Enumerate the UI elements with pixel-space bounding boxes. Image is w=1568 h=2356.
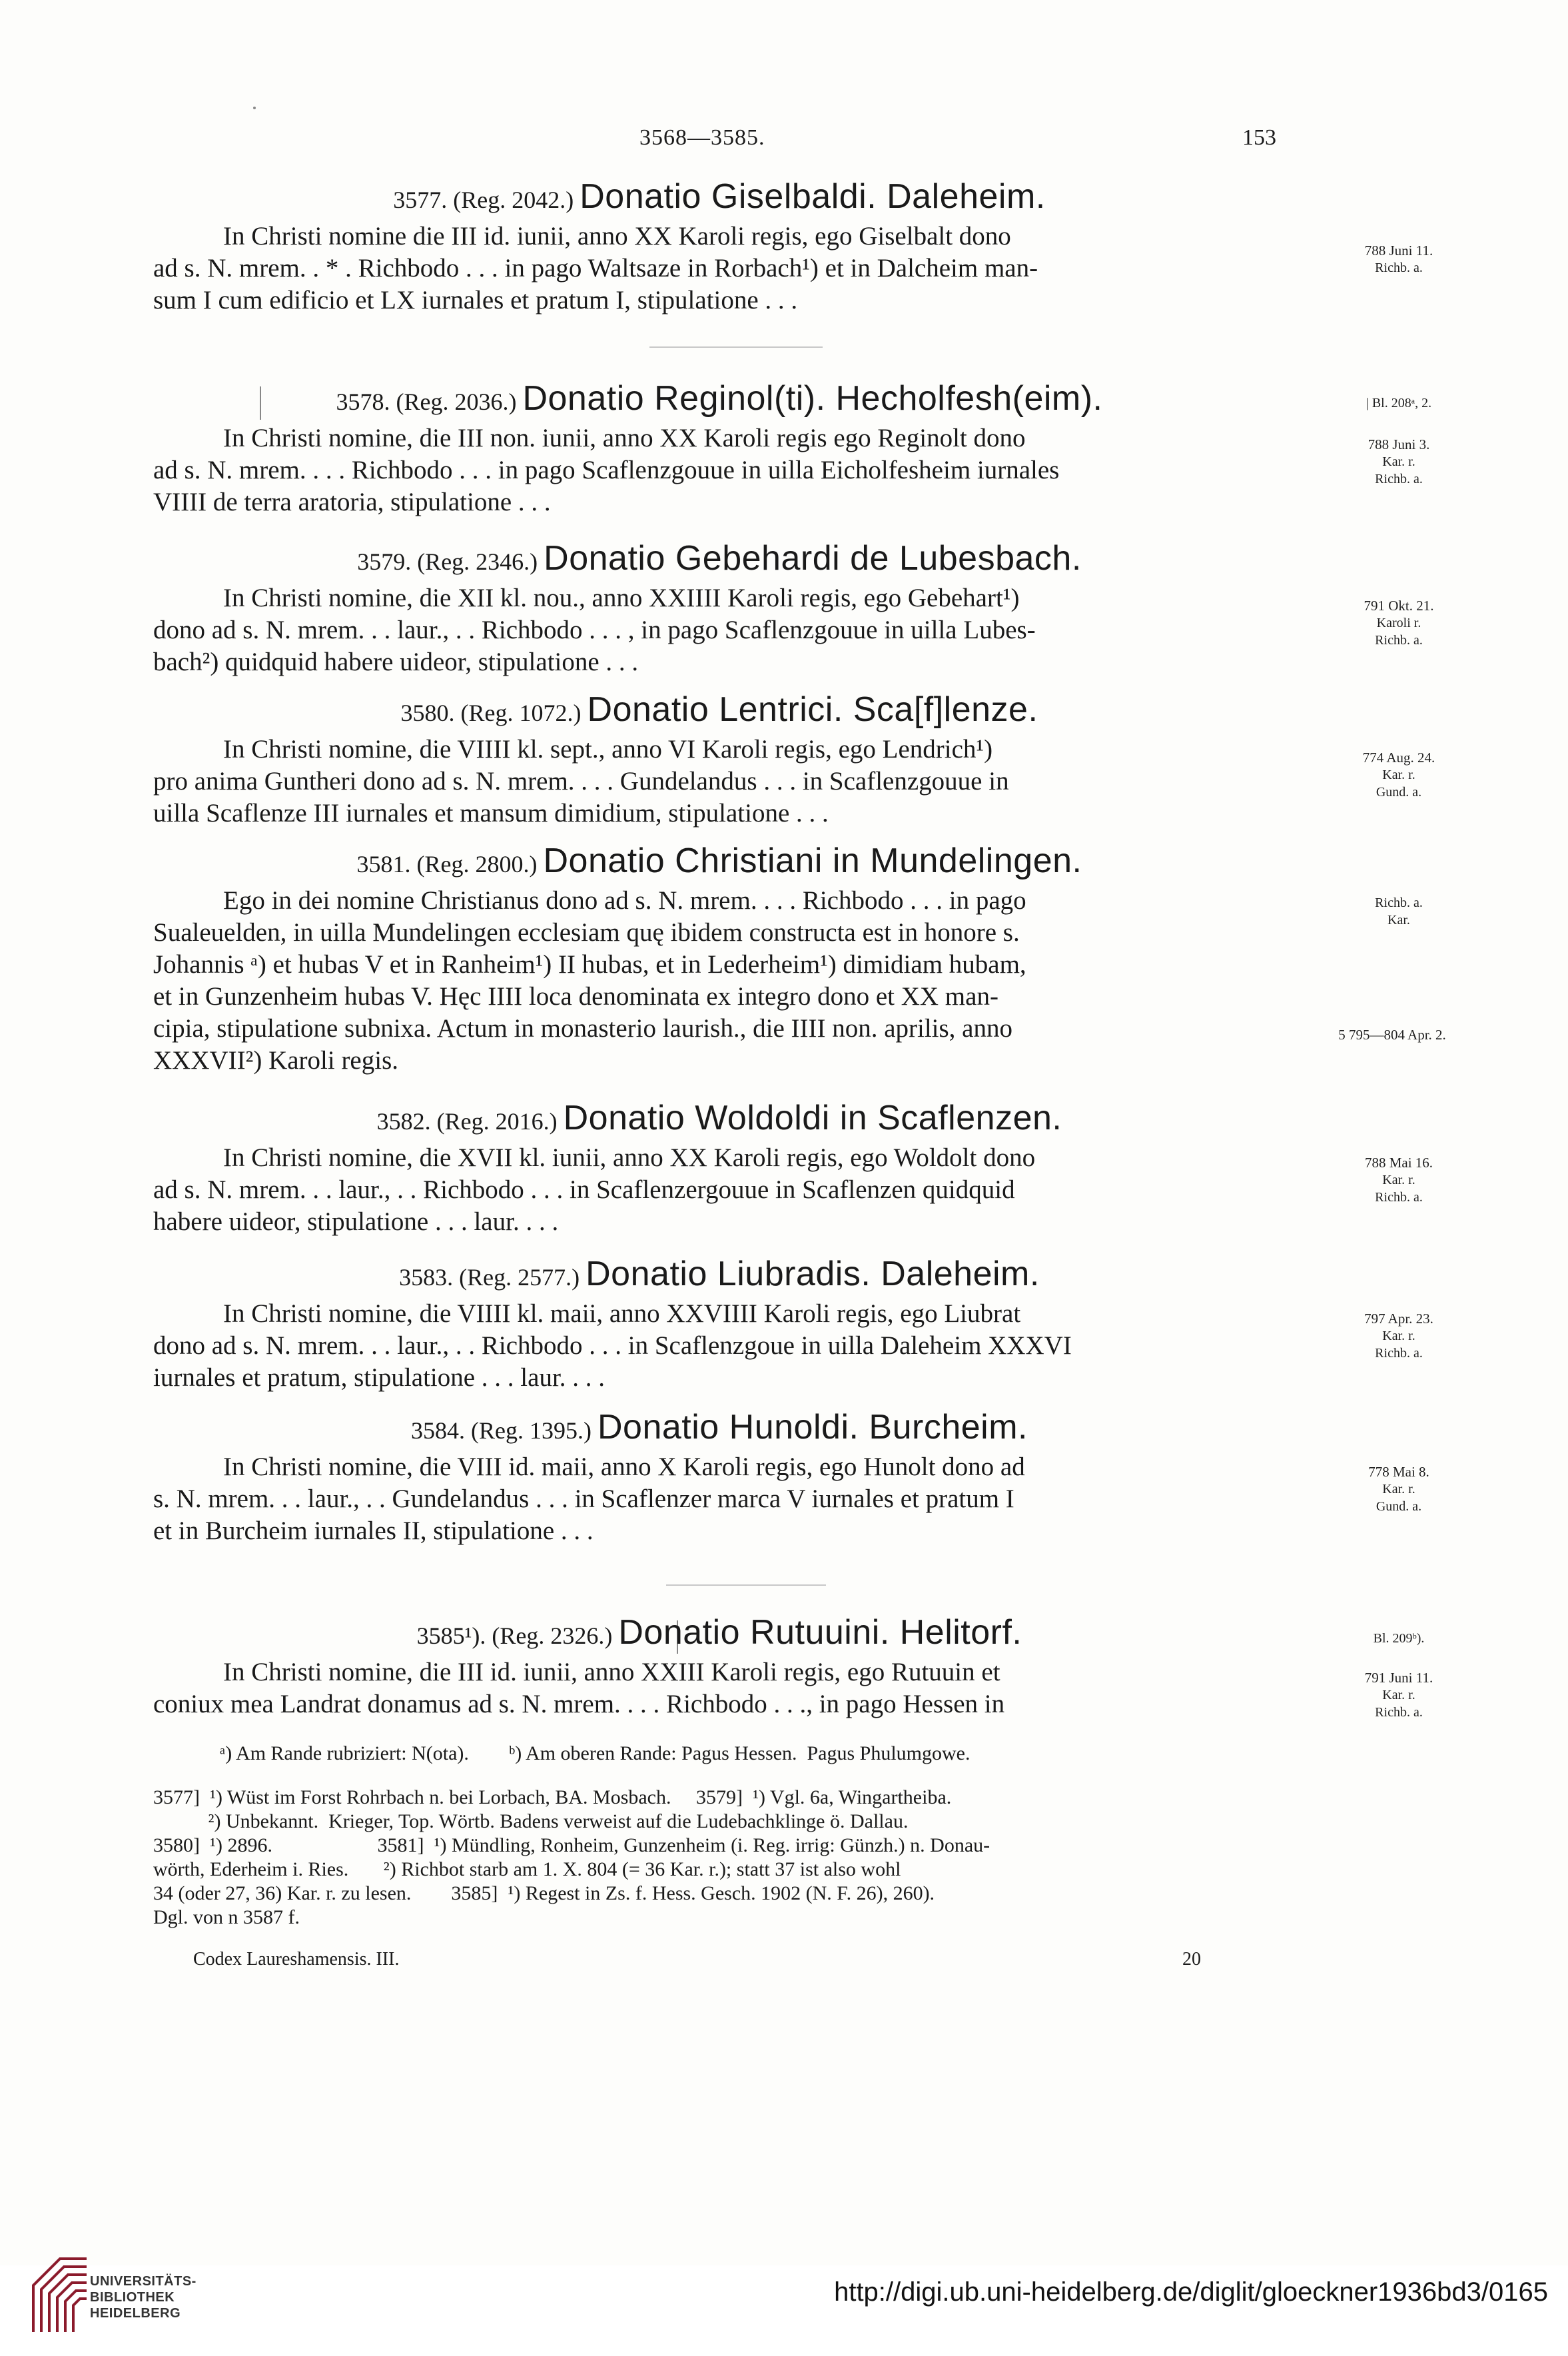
permalink[interactable]: http://digi.ub.uni-heidelberg.de/diglit/gloeckner1936bd3/0165 [834, 2277, 1548, 2307]
running-head [0, 119, 1568, 159]
entry-heading [153, 378, 1286, 418]
margin-date: 788 Mai 16. [1364, 1155, 1433, 1171]
library-line: BIBLIOTHEK [90, 2290, 175, 2305]
margin-date: 774 Aug. 24. [1362, 750, 1435, 766]
margin-date: 778 Mai 8. [1368, 1464, 1429, 1480]
margin-ref: Karoli r. [1376, 616, 1421, 630]
margin-date: 797 Apr. 23. [1364, 1311, 1433, 1327]
text-line: XXXVII²) Karoli regis. [153, 1046, 399, 1075]
entry-title: Donatio Rutuuini. Helitorf. [618, 1613, 1022, 1652]
note-line: ²) Unbekannt. Krieger, Top. Wörtb. Badens verweist auf die Ludebachklinge ö. Dallau. [153, 1810, 909, 1832]
margin-date: 791 Okt. 21. [1364, 598, 1434, 614]
entry-title: Donatio Reginol(ti). Hecholfesh(eim). [522, 379, 1103, 418]
entry-number: 3584. [411, 1417, 466, 1444]
margin-note [1326, 749, 1472, 801]
series-text: Codex Laureshamensis. III. [193, 1949, 400, 1970]
margin-date: 788 Juni 3. [1368, 436, 1430, 452]
charter-entry [153, 378, 1286, 518]
note-line: Dgl. von n 3587 f. [153, 1906, 300, 1928]
entry-text [153, 1298, 1286, 1394]
text-line: In Christi nomine, die VIII id. maii, anno X Karoli regis, ego Hunolt dono ad [223, 1453, 1025, 1481]
entry-text [153, 422, 1286, 518]
text-line: s. N. mrem. . . laur., . . Gundelandus . . . in Scaflenzer marca V iurnales et pratum I [153, 1484, 1014, 1513]
text-line: coniux mea Landrat donamus ad s. N. mrem. . . . Richbodo . . ., in pago Hessen in [153, 1690, 1005, 1718]
margin-date: 791 Juni 11. [1364, 1670, 1433, 1686]
entry-text [153, 734, 1286, 830]
text-line: et in Gunzenheim hubas V. Hęc IIII loca denominata ex integro dono et XX man- [153, 982, 998, 1011]
section-divider [666, 1584, 826, 1586]
margin-note [1326, 894, 1472, 929]
entry-number: 3577. [393, 187, 448, 213]
entry-text [153, 1656, 1286, 1720]
margin-ref: Richb. a. [1375, 1346, 1423, 1361]
entry-text [153, 1142, 1286, 1238]
entry-title: Donatio Liubradis. Daleheim. [586, 1255, 1040, 1293]
apparatus-footnotes [220, 1742, 1352, 1765]
margin-note [1326, 242, 1472, 277]
entry-heading [153, 1612, 1286, 1652]
text-line: In Christi nomine, die VIIII kl. sept., anno VI Karoli regis, ego Lendrich¹) [223, 735, 993, 764]
margin-folio [1326, 394, 1472, 412]
margin-ref: Richb. a. [1375, 1705, 1423, 1720]
margin-date: 788 Juni 11. [1364, 243, 1433, 259]
entry-regest: (Reg. 2577.) [459, 1264, 580, 1291]
text-line: In Christi nomine, die XVII kl. iunii, anno XX Karoli regis, ego Woldolt dono [223, 1143, 1036, 1172]
margin-note [1326, 597, 1472, 649]
note-line: wörth, Ederheim i. Ries. ²) Richbot starb am 1. X. 804 (= 36 Kar. r.); statt 37 ist also wohl [153, 1858, 901, 1880]
entry-number: 3578. [336, 388, 390, 415]
entry-number: 3581. [356, 851, 411, 878]
text-line: In Christi nomine, die III id. iunii, anno XXIII Karoli regis, ego Rutuuin et [223, 1658, 1000, 1686]
charter-entry [153, 1612, 1286, 1720]
entry-heading [153, 690, 1286, 730]
entry-number: 3585¹). [416, 1622, 486, 1649]
text-line: In Christi nomine, die XII kl. nou., anno XXIIII Karoli regis, ego Gebehart¹) [223, 584, 1020, 612]
margin-ref: Kar. [1387, 913, 1410, 927]
entry-regest: (Reg. 2042.) [453, 187, 574, 213]
entry-text [153, 1451, 1286, 1547]
apparatus-text: ᵃ) Am Rande rubriziert: N(ota). ᵇ) Am oberen Rande: Pagus Hessen. Pagus Phulumgowe. [220, 1742, 971, 1764]
entry-regest: (Reg. 2036.) [396, 388, 517, 415]
note-line: 34 (oder 27, 36) Kar. r. zu lesen. 3585] ¹) Regest in Zs. f. Hess. Gesch. 1902 (N. F. 26), 260). [153, 1882, 935, 1904]
text-line: VIIII de terra aratoria, stipulatione . . . [153, 488, 551, 516]
margin-ref: Richb. a. [1375, 261, 1423, 275]
margin-date-note [1292, 1026, 1492, 1044]
series-title [193, 1949, 399, 1970]
charter-entry [153, 690, 1286, 830]
margin-ref: Richb. a. [1375, 472, 1423, 486]
entry-regest: (Reg. 1395.) [471, 1417, 591, 1444]
sheet-signature [1182, 1949, 1201, 1970]
margin-ref: Richb. a. [1375, 1190, 1423, 1205]
text-line: ad s. N. mrem. . . . Richbodo . . . in pago Scaflenzgouue in uilla Eicholfesheim iurnales [153, 456, 1060, 484]
scan-speck [253, 107, 256, 109]
entry-heading [153, 1098, 1286, 1138]
margin-folio-ref: | Bl. 208ᵃ, 2. [1366, 396, 1432, 410]
entry-regest: (Reg. 2800.) [416, 851, 538, 878]
entry-regest: (Reg. 2016.) [436, 1108, 558, 1135]
text-line: dono ad s. N. mrem. . . laur., . . Richbodo . . . , in pago Scaflenzgouue in uilla Lubes- [153, 616, 1036, 644]
margin-ref: Gund. a. [1375, 785, 1422, 800]
sheet-number: 20 [1182, 1949, 1201, 1970]
library-name [90, 2273, 196, 2321]
text-line: In Christi nomine, die III non. iunii, anno XX Karoli regis ego Reginolt dono [223, 424, 1026, 452]
entry-number: 3579. [357, 548, 412, 575]
text-line: et in Burcheim iurnales II, stipulatione . . . [153, 1516, 593, 1545]
margin-note [1326, 1669, 1472, 1721]
library-line: HEIDELBERG [90, 2306, 181, 2321]
charter-entry [153, 1407, 1286, 1547]
charter-entry [153, 841, 1286, 1077]
text-line: Sualeuelden, in uilla Mundelingen ecclesiam quę ibidem constructa est in honore s. [153, 918, 1020, 947]
entry-text [153, 221, 1286, 316]
entry-heading [153, 177, 1286, 217]
margin-note [1326, 1463, 1472, 1515]
entry-regest: (Reg. 2346.) [417, 548, 538, 575]
commentary-notes [153, 1786, 1312, 1930]
margin-folio-ref: Bl. 209ᵇ). [1373, 1631, 1425, 1646]
text-line: habere uideor, stipulatione . . . laur. . . . [153, 1207, 559, 1236]
entry-title: Donatio Christiani in Mundelingen. [543, 842, 1082, 880]
text-line: cipia, stipulatione subnixa. Actum in monasterio laurish., die IIII non. aprilis, anno [153, 1014, 1012, 1043]
entry-heading [153, 841, 1286, 881]
entry-title: Donatio Giselbaldi. Daleheim. [580, 177, 1046, 216]
library-line: UNIVERSITÄTS- [90, 2274, 196, 2289]
margin-ref: Richb. a. [1375, 895, 1423, 910]
margin-ref: Gund. a. [1375, 1499, 1422, 1514]
charter-entry [153, 1254, 1286, 1394]
charter-entry [153, 538, 1286, 678]
entry-regest: (Reg. 2326.) [492, 1622, 613, 1649]
entry-heading [153, 1254, 1286, 1294]
margin-ref: Kar. r. [1382, 1482, 1415, 1496]
text-line: bach²) quidquid habere uideor, stipulatione . . . [153, 648, 639, 676]
margin-note [1326, 1154, 1472, 1206]
text-line: dono ad s. N. mrem. . . laur., . . Richbodo . . . in Scaflenzgoue in uilla Daleheim XXXVI [153, 1331, 1072, 1360]
entry-heading [153, 538, 1286, 578]
margin-ref: Kar. r. [1382, 1688, 1415, 1702]
text-line: Ego in dei nomine Christianus dono ad s. N. mrem. . . . Richbodo . . . in pago [223, 886, 1026, 915]
margin-ref: Kar. r. [1382, 454, 1415, 469]
text-line: In Christi nomine die III id. iunii, anno XX Karoli regis, ego Giselbalt dono [223, 222, 1011, 251]
margin-ref: Kar. r. [1382, 1329, 1415, 1343]
entry-number: 3582. [376, 1108, 431, 1135]
page-range: 3568—3585. [639, 125, 765, 150]
text-line: iurnales et pratum, stipulatione . . . laur. . . . [153, 1363, 605, 1392]
section-divider [649, 346, 823, 348]
entry-title: Donatio Woldoldi in Scaflenzen. [563, 1099, 1062, 1137]
entry-title: Donatio Lentrici. Sca[f]lenze. [587, 690, 1038, 729]
margin-ref: Richb. a. [1375, 633, 1423, 648]
text-line: sum I cum edificio et LX iurnales et pratum I, stipulatione . . . [153, 286, 798, 314]
page-number: 153 [1242, 125, 1276, 150]
entry-text [153, 582, 1286, 678]
text-line: uilla Scaflenze III iurnales et mansum dimidium, stipulatione . . . [153, 799, 829, 828]
margin-date: 5 795—804 Apr. 2. [1338, 1027, 1446, 1043]
entry-title: Donatio Gebehardi de Lubesbach. [544, 539, 1082, 578]
charter-entry [153, 177, 1286, 316]
margin-note [1326, 1310, 1472, 1362]
text-line: Johannis ᵃ) et hubas V et in Ranheim¹) II hubas, et in Lederheim¹) dimidiam hubam, [153, 950, 1026, 979]
entry-title: Donatio Hunoldi. Burcheim. [597, 1408, 1028, 1447]
entry-number: 3583. [399, 1264, 454, 1291]
entry-number: 3580. [400, 700, 455, 726]
note-line: 3577] ¹) Wüst im Forst Rohrbach n. bei Lorbach, BA. Mosbach. 3579] ¹) Vgl. 6a, Wingartheiba. [153, 1786, 952, 1808]
margin-note [1326, 436, 1472, 488]
entry-heading [153, 1407, 1286, 1447]
margin-ref: Kar. r. [1382, 1173, 1415, 1187]
text-line: ad s. N. mrem. . * . Richbodo . . . in pago Waltsaze in Rorbach¹) et in Dalcheim man- [153, 254, 1038, 283]
text-line: In Christi nomine, die VIIII kl. maii, anno XXVIIII Karoli regis, ego Liubrat [223, 1299, 1021, 1328]
margin-folio [1326, 1630, 1472, 1647]
charter-entry [153, 1098, 1286, 1238]
note-line: 3580] ¹) 2896. 3581] ¹) Mündling, Ronheim, Gunzenheim (i. Reg. irrig: Günzh.) n. Donau- [153, 1834, 990, 1856]
entry-regest: (Reg. 1072.) [460, 700, 582, 726]
text-line: ad s. N. mrem. . . laur., . . Richbodo . . . in Scaflenzergouue in Scaflenzen quidquid [153, 1175, 1015, 1204]
entry-text [153, 885, 1286, 1077]
margin-ref: Kar. r. [1382, 768, 1415, 782]
text-line: pro anima Guntheri dono ad s. N. mrem. . . . Gundelandus . . . in Scaflenzgouue in [153, 767, 1009, 796]
